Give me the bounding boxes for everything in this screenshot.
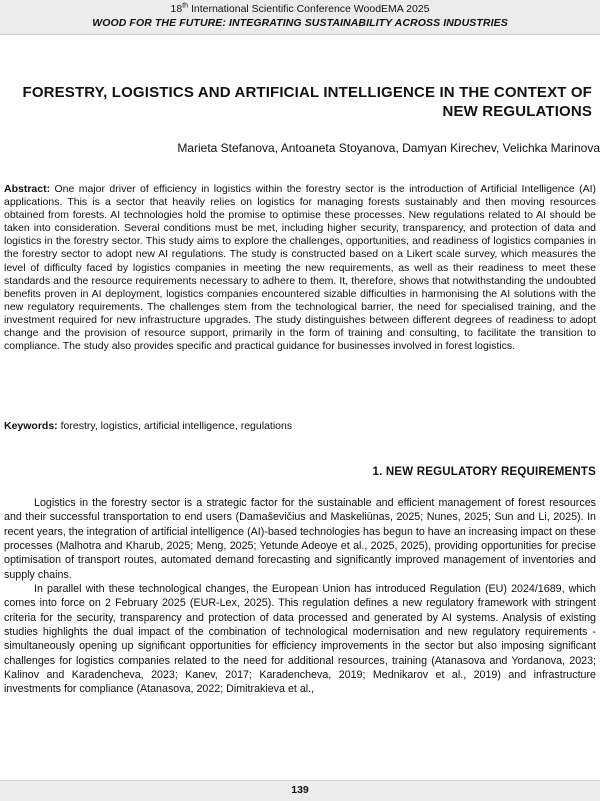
- body-paragraph: In parallel with these technological changes, the European Union has introduced Regulation (EU) 2024/1689, which comes into force on 2 February 2025 (EUR-Lex, 2025). This regulation defines a new regulatory framework with stringent criteria for the security, transparency and protection of data processed and generated by AI systems. Analysis of existing studies highlights the dual impact of the combination of technological modernisation and new regulatory requirements - simultaneously opening up significant opportunities for efficiency improvements in the sector but also imposing significant challenges for logistics companies related to the need for additional resources, training (Atanasova and Yordanova, 2023; Kalinov and Karadencheva, 2023; Kanev, 2017; Karadencheva, 2019; Mednikarov et al., 2019) and infrastructure investments for compliance (Atanasova, 2022; Dimitrakieva et al.,: [4, 583, 596, 696]
- abstract-label: Abstract:: [4, 183, 51, 195]
- keywords: [4, 420, 596, 433]
- conference-name: International Scientific Conference WoodEMA 2025: [188, 3, 430, 15]
- body-paragraph: Logistics in the forestry sector is a strategic factor for the sustainable and efficient management of forest resources and their successful transportation to end users (Damaševičius and Maskeliūnas, 2025; Nunes, 2025; Sun and Li, 2025). In recent years, the integration of artificial intelligence (AI)-based technologies has begun to have an increasing impact on these processes (Malhotra and Kharub, 2025; Meng, 2025; Yetunde Adeoye et al., 2025, 2025), providing opportunities for precise optimisation of transport routes, automated demand forecasting and significantly improved management of inventories and supply chains.: [4, 497, 596, 581]
- page-number: 139: [291, 784, 309, 796]
- conference-ordinal-suffix: th: [182, 2, 189, 10]
- conference-title: [0, 3, 600, 16]
- keywords-label: Keywords:: [4, 420, 58, 432]
- abstract: [4, 183, 596, 353]
- paper-authors: Marieta Stefanova, Antoaneta Stoyanova, Damyan Kirechev, Velichka Marinova: [177, 141, 600, 155]
- conference-ordinal: 18: [170, 3, 183, 15]
- paper-title: FORESTRY, LOGISTICS AND ARTIFICIAL INTELLIGENCE IN THE CONTEXT OF NEW REGULATIONS: [22, 84, 592, 120]
- section-body: [4, 496, 596, 697]
- section-heading: 1. NEW REGULATORY REQUIREMENTS: [372, 466, 596, 478]
- conference-theme: WOOD FOR THE FUTURE: INTEGRATING SUSTAINABILITY ACROSS INDUSTRIES: [92, 17, 508, 29]
- abstract-text: One major driver of efficiency in logistics within the forestry sector is the introduction of Artificial Intelligence (AI) applications. This is a sector that heavily relies on logistics for managing forests sustainably and then moving resources obtained from forests. AI technologies hold the promise to optimise these processes. New regulations related to AI should be taken into consideration. Several conditions must be met, including higher security, transparency, and protection of data and logistics in the forestry sector. This study aims to explore the challenges, opportunities, and readiness of logistics companies in the forestry sector to adopt new AI regulations. The study is constructed based on a Likert scale survey, which measures the level of difficulty faced by logistics companies in meeting the new requirements, as well as their readiness to meet these standards and the resource requirements necessary to adhere to them. It, therefore, shows that notwithstanding the undoubted benefits proven in AI deployment, logistics companies encountered sizable difficulties in harmonising the AI solutions with the new regulatory requirements. The challenges stem from the technological barrier, the need for specialised training, and the investment required for new infrastructure upgrades. The study distinguishes between different degrees of readiness to adopt change and the provision of resource support, primarily in the form of training and consulting, to facilitate the transition to compliance. The study also provides specific and practical guidance for businesses involved in forest logistics.: [4, 183, 596, 353]
- keywords-text: forestry, logistics, artificial intelligence, regulations: [57, 420, 293, 432]
